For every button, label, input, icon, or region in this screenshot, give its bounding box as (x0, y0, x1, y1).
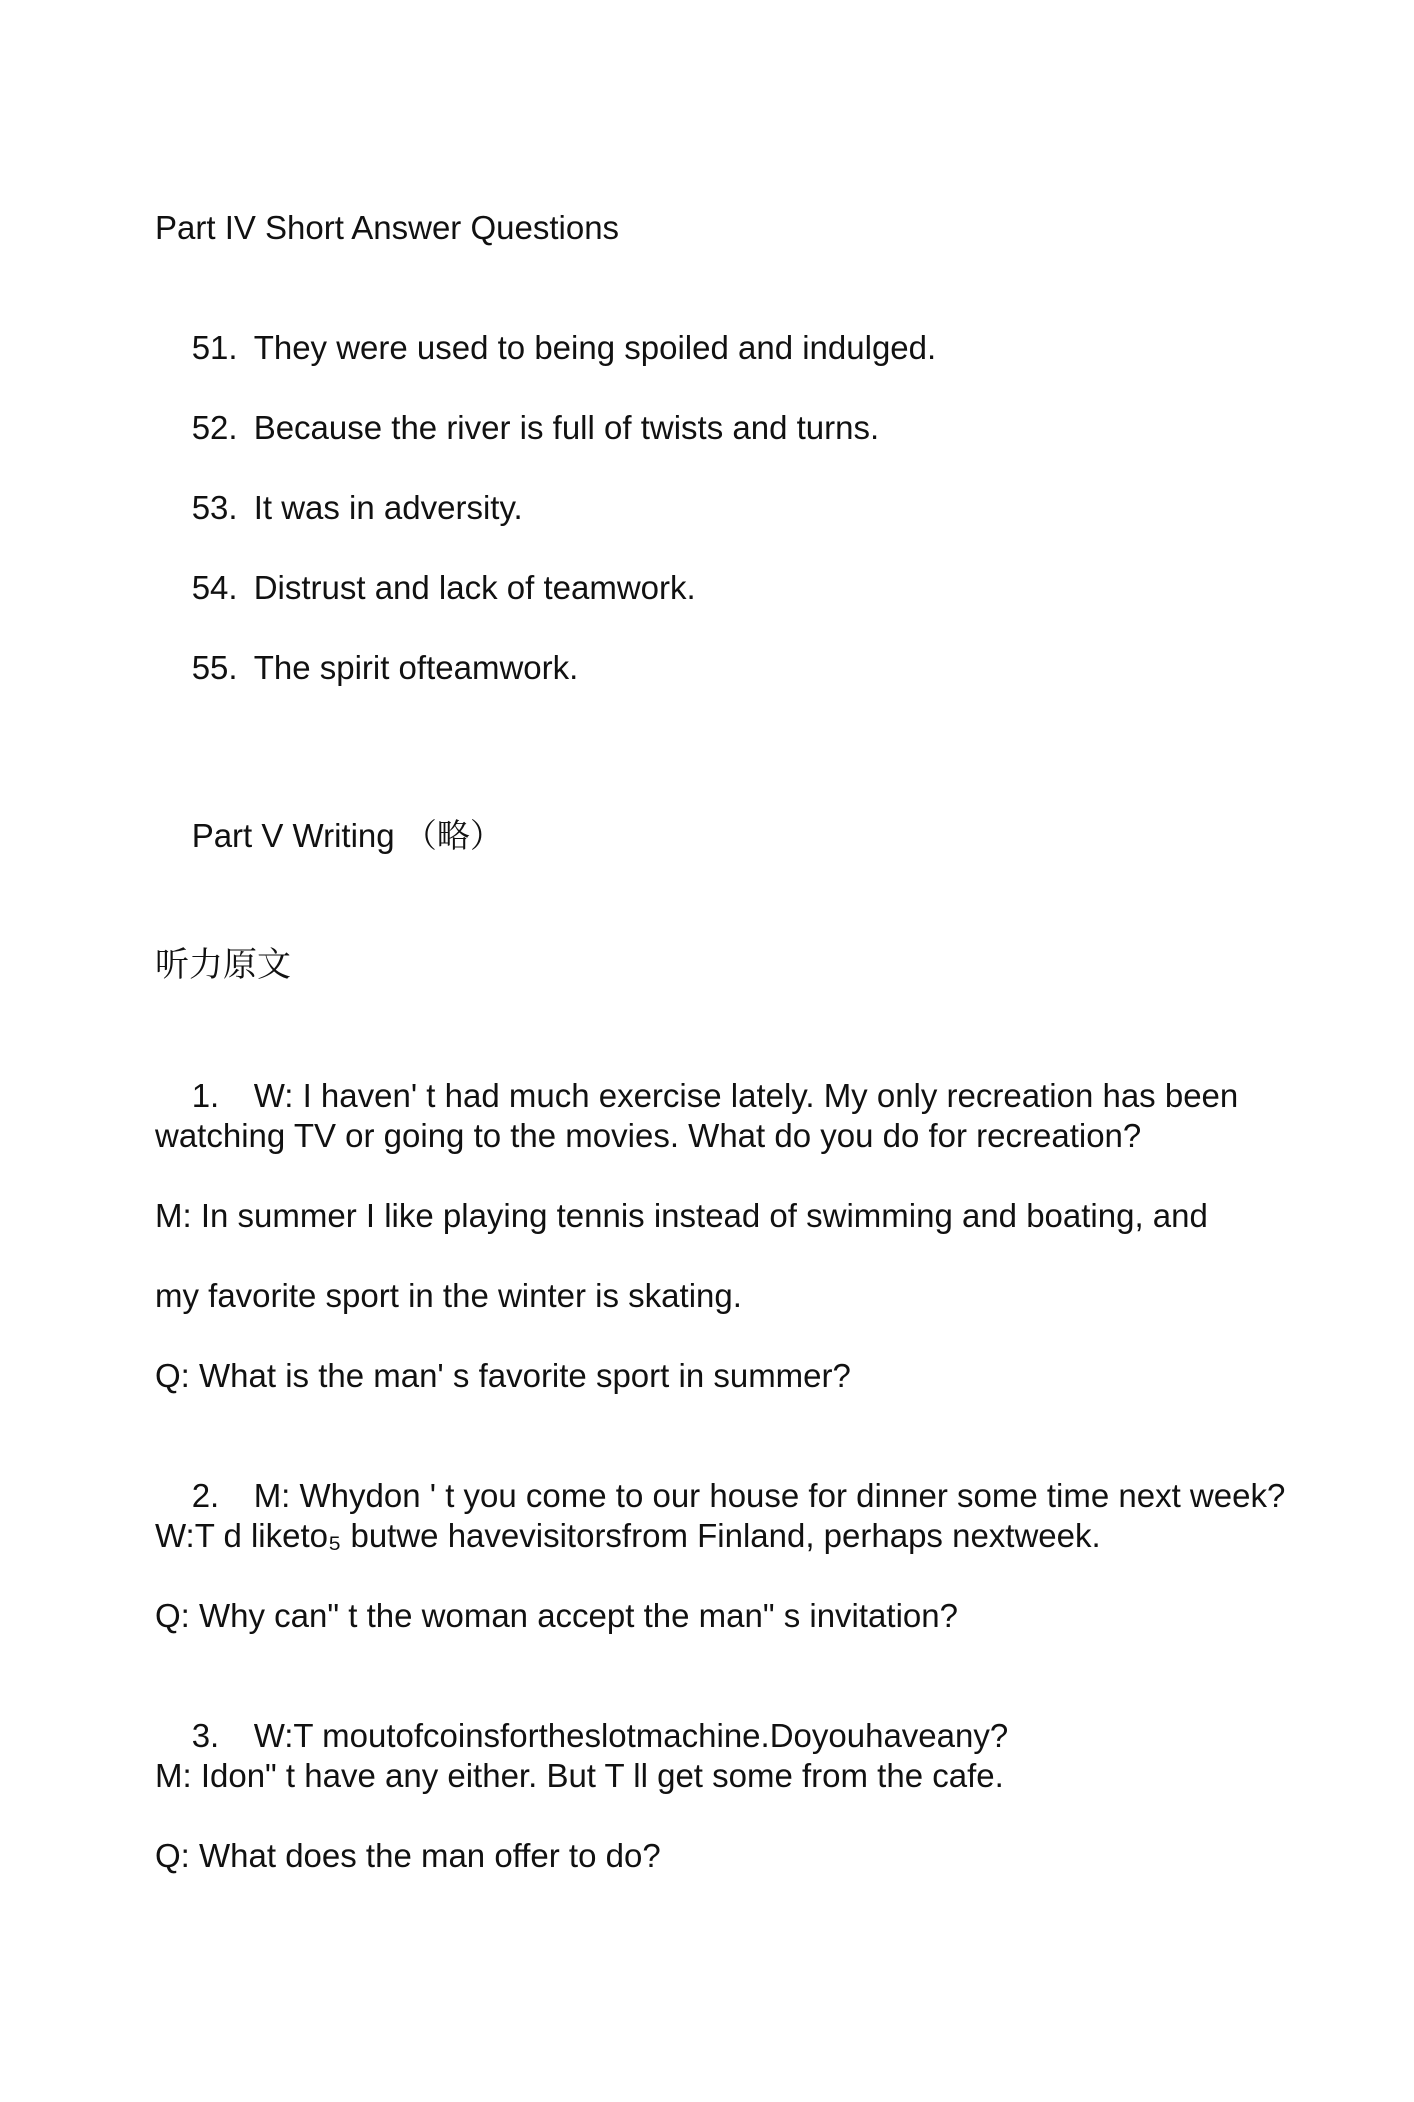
transcript-item-1-line2: watching TV or going to the movies. What do you do for recreation? (155, 1117, 1142, 1154)
item-number: 3. (191, 1717, 220, 1754)
item-number: 2. (191, 1477, 220, 1514)
transcript-item-1-question: Q: What is the man' s favorite sport in summer? (155, 1357, 851, 1394)
answer-number: 52. (191, 409, 238, 446)
transcript-item-1-line3: M: In summer I like playing tennis instead of swimming and boating, and (155, 1197, 1208, 1234)
answer-55 (155, 608, 578, 728)
answer-text: Because the river is full of twists and turns. (253, 409, 880, 446)
transcript-item-1-line4: my favorite sport in the winter is skating. (155, 1277, 742, 1314)
transcript-item-2-question: Q: Why can" t the woman accept the man" s invitation? (155, 1597, 958, 1634)
dialogue-text: W: I haven' t had much exercise lately. My only recreation has been (253, 1077, 1239, 1114)
transcript-item-2-line2: W:T d liketo₅ butwe havevisitorsfrom Finland, perhaps nextweek. (155, 1517, 1101, 1554)
answer-text: Distrust and lack of teamwork. (253, 569, 696, 606)
dialogue-text: M: Whydon ' t you come to our house for dinner some time next week? (253, 1477, 1286, 1514)
answer-number: 55. (191, 649, 238, 686)
transcript-item-3-line2: M: Idon" t have any either. But T ll get some from the cafe. (155, 1757, 1004, 1794)
part4-heading: Part IV Short Answer Questions (155, 209, 620, 246)
part5-note: （略） (403, 816, 503, 855)
dialogue-text: W:T moutofcoinsfortheslotmachine.Doyouhaveany? (253, 1717, 1009, 1754)
answer-number: 53. (191, 489, 238, 526)
transcript-item-3-question: Q: What does the man offer to do? (155, 1837, 661, 1874)
answer-text: It was in adversity. (253, 489, 523, 526)
answer-number: 51. (191, 329, 238, 366)
transcript-heading: 听力原文 (155, 945, 291, 985)
answer-number: 54. (191, 569, 238, 606)
answer-text: The spirit ofteamwork. (253, 649, 579, 686)
part5-heading: Part V Writing (191, 817, 395, 854)
part5-heading-line (155, 776, 503, 896)
answer-text: They were used to being spoiled and indulged. (253, 329, 937, 366)
item-number: 1. (191, 1077, 220, 1114)
